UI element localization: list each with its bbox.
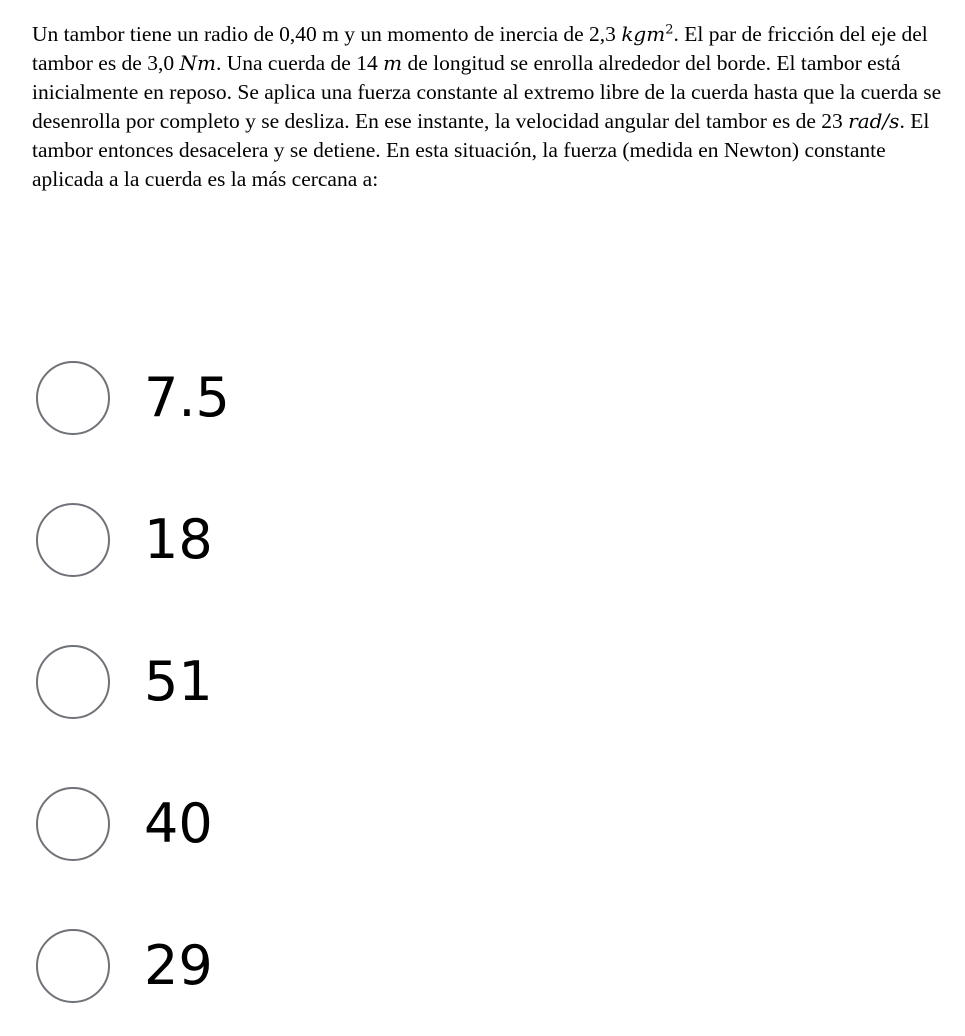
option-label: 40 bbox=[144, 792, 213, 855]
radio-button[interactable] bbox=[36, 361, 110, 435]
unit-kgm: kgm bbox=[621, 22, 666, 46]
question-text-part: . Una cuerda de 14 bbox=[215, 51, 384, 75]
answer-option-4[interactable] bbox=[36, 782, 213, 866]
option-label: 51 bbox=[144, 650, 213, 713]
radio-button[interactable] bbox=[36, 787, 110, 861]
question-text-part: de longitud se enrolla alrededor del borde. El tambor está inicialmente en reposo. Se aplica una fuerza constante al extremo libre de la cuerda hasta que la cuerda se desenrolla por completo y se desliza. En ese instante, la velocidad angular del tambor es de 23 bbox=[32, 51, 942, 133]
question-text-part: . El par de fricción del eje del tambor es de 3,0 bbox=[32, 22, 928, 75]
question-text-part: . El tambor entonces desacelera y se detiene. En esta situación, la fuerza (medida en Newton) constante aplicada a la cuerda es la más cercana a: bbox=[32, 109, 930, 191]
answer-option-3[interactable] bbox=[36, 640, 213, 724]
radio-button[interactable] bbox=[36, 929, 110, 1003]
unit-nm: Nm bbox=[179, 51, 216, 75]
answer-option-1[interactable] bbox=[36, 356, 230, 440]
option-label: 18 bbox=[144, 508, 213, 571]
question-text-part: Un tambor tiene un radio de 0,40 m y un momento de inercia de 2,3 bbox=[32, 22, 622, 46]
unit-rad-s: rad/s bbox=[848, 109, 900, 133]
radio-button[interactable] bbox=[36, 645, 110, 719]
option-label: 29 bbox=[144, 934, 213, 997]
answer-option-2[interactable] bbox=[36, 498, 213, 582]
unit-exponent: 2 bbox=[665, 22, 674, 38]
unit-math bbox=[621, 22, 673, 46]
radio-button[interactable] bbox=[36, 503, 110, 577]
question-text bbox=[32, 20, 947, 194]
option-label: 7.5 bbox=[144, 366, 230, 429]
unit-m: m bbox=[383, 51, 403, 75]
answer-option-5[interactable] bbox=[36, 924, 213, 1008]
